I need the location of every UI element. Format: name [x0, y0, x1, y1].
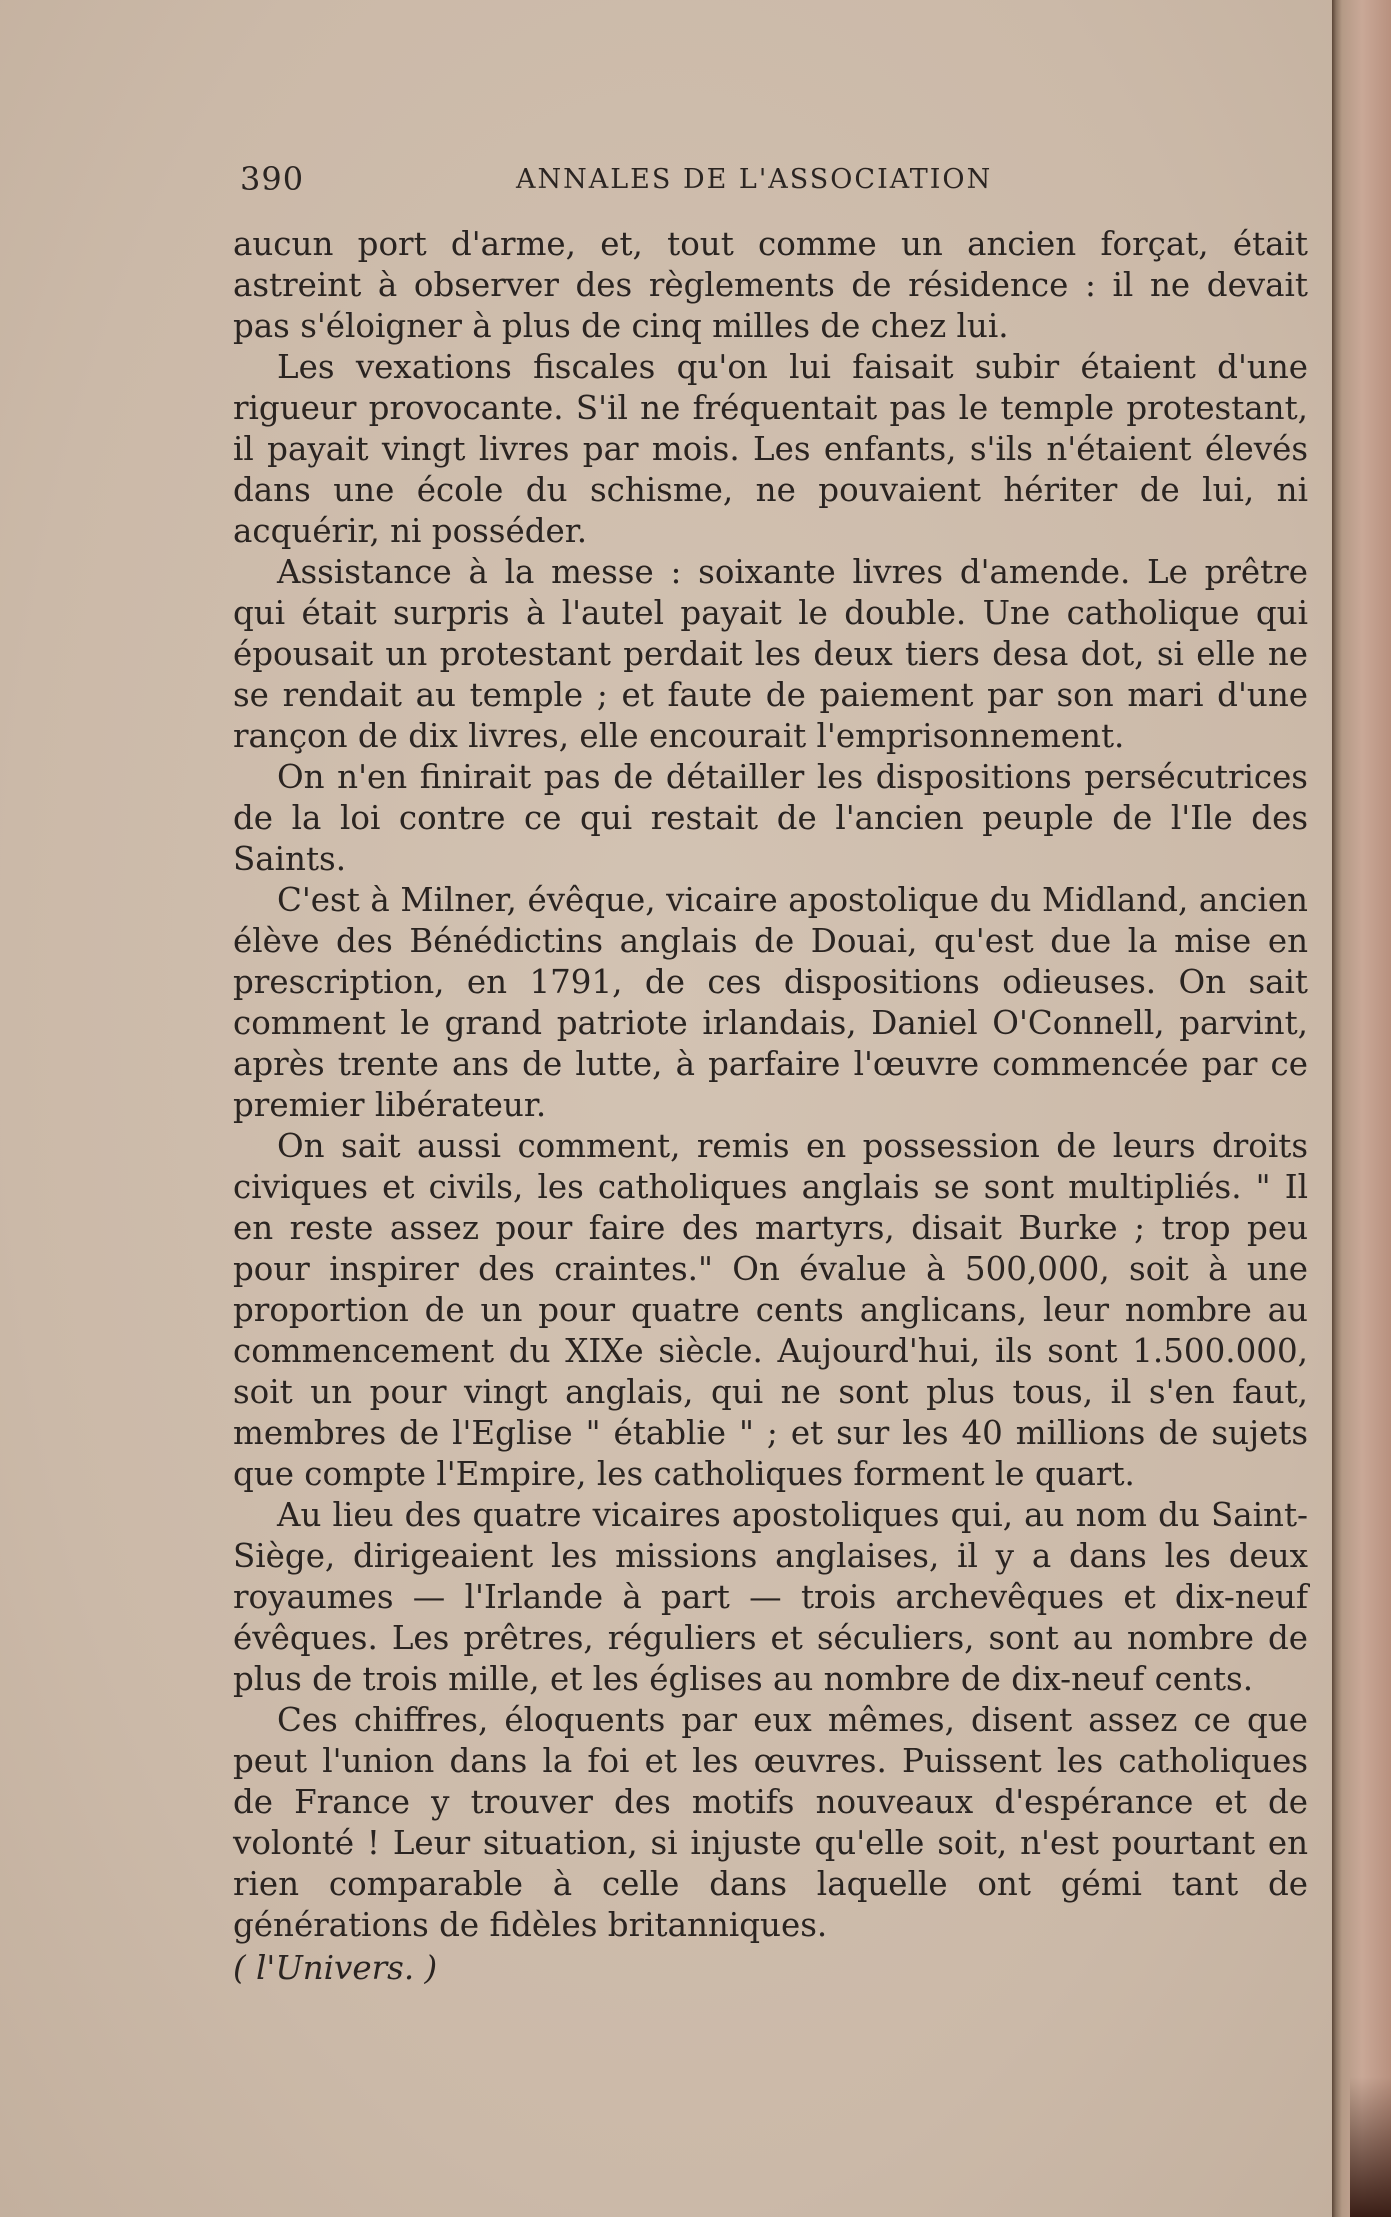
paragraph-hierarchy: Au lieu des quatre vicaires apostoliques qui, au nom du Saint-Siège, dirigeaient les missions anglaises, il y a dans les deux royaumes — l'Irlande à part — trois archevêques et dix-neuf évêques. Les prêtres, réguliers et séculiers, sont au nombre de plus de trois mille, et les églises au nombre de dix-neuf cents.	[233, 1496, 1308, 1698]
paragraph-persecutions: On n'en finirait pas de détailler les dispositions persécutrices de la loi contre ce qui restait de l'ancien peuple de l'Ile des Saints.	[233, 758, 1308, 878]
paragraph-milner: C'est à Milner, évêque, vicaire apostolique du Midland, ancien élève des Bénédictins anglais de Douai, qu'est due la mise en prescription, en 1791, de ces dispositions odieuses. On sait comment le grand patriote irlandais, Daniel O'Connell, parvint, après trente ans de lutte, à parfaire l'œuvre commencée par ce premier libérateur.	[233, 881, 1308, 1124]
body-text	[233, 224, 1308, 1989]
page-number: 390	[240, 160, 305, 198]
paragraph-fiscal-vexations: Les vexations fiscales qu'on lui faisait subir étaient d'une rigueur provocante. S'il ne fréquentait pas le temple protestant, il payait vingt livres par mois. Les enfants, s'ils n'étaient élevés dans une école du schisme, ne pouvaient hériter de lui, ni acquérir, ni posséder.	[233, 348, 1308, 550]
paragraph-conclusion: Ces chiffres, éloquents par eux mêmes, disent assez ce que peut l'union dans la foi et les œuvres. Puissent les catholiques de France y trouver des motifs nouveaux d'espérance et de volonté ! Leur situation, si injuste qu'elle soit, n'est pourtant en rien comparable à celle dans laquelle ont gémi tant de générations de fidèles britanniques.	[233, 1701, 1308, 1944]
running-title: ANNALES DE L'ASSOCIATION	[516, 164, 993, 195]
paragraph-continued: aucun port d'arme, et, tout comme un ancien forçat, était astreint à observer des règlements de résidence : il ne devait pas s'éloigner à plus de cinq milles de chez lui.	[233, 225, 1308, 345]
source-citation-text: ( l'Univers. )	[233, 1949, 438, 1987]
paragraph-mass-fines: Assistance à la messe : soixante livres d'amende. Le prêtre qui était surpris à l'autel payait le double. Une catholique qui épousait un protestant perdait les deux tiers desa dot, si elle ne se rendait au temple ; et faute de paiement par son mari d'une rançon de dix livres, elle encourait l'emprisonnement.	[233, 553, 1308, 755]
page-header	[232, 160, 1302, 200]
page-edge-shadow	[1350, 2077, 1391, 2217]
paragraph-catholic-numbers: On sait aussi comment, remis en possession de leurs droits civiques et civils, les catholiques anglais se sont multipliés. " Il en reste assez pour faire des martyrs, disait Burke ; trop peu pour inspirer des craintes." On évalue à 500,000, soit à une proportion de un pour quatre cents anglicans, leur nombre au commencement du XIXe siècle. Aujourd'hui, ils sont 1.500.000, soit un pour vingt anglais, qui ne sont plus tous, il s'en faut, membres de l'Eglise " établie " ; et sur les 40 millions de sujets que compte l'Empire, les catholiques forment le quart.	[233, 1127, 1308, 1493]
source-citation	[233, 1948, 1260, 1989]
page-edge	[1332, 0, 1391, 2217]
